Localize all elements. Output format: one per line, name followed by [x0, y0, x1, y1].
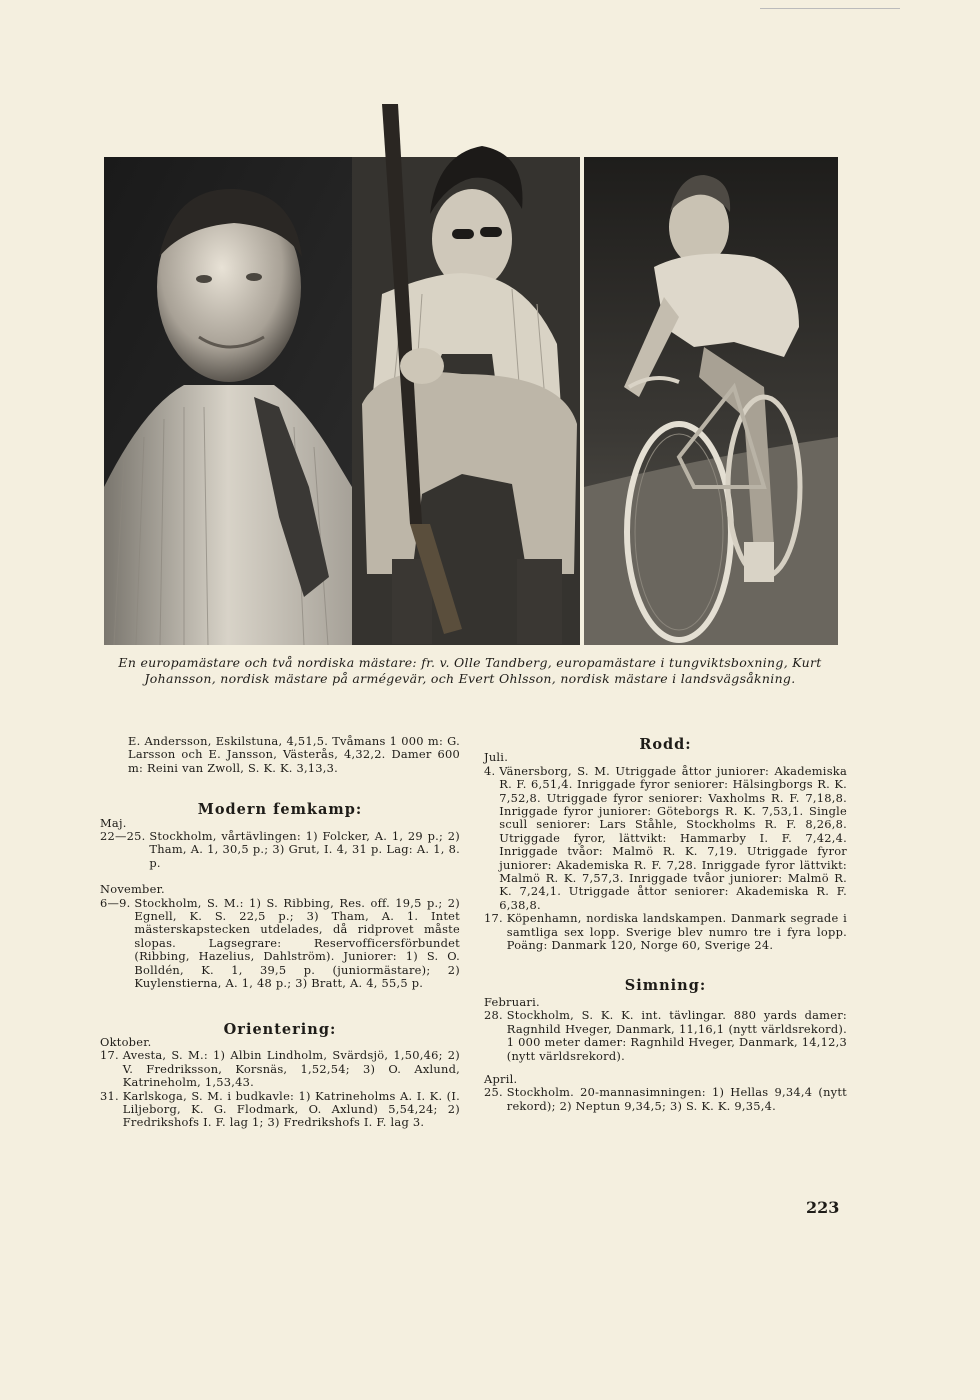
- swimming-heading: Simning:: [624, 976, 707, 994]
- photo-shooter-with-rifle: [352, 104, 580, 645]
- speed-skating-results: E. Andersson, Eskilstuna, 4,51,5. Tvåmans 1 000 m: G. Larsson och E. Jansson, Västerås, 4,32,2. Damer 600 m: Reini van Zwoll, S. K. K. 3,13,3.: [128, 734, 460, 775]
- entry-date: 28.: [484, 1008, 507, 1023]
- left-column: [100, 735, 460, 1130]
- month-label: Oktober.: [100, 1034, 152, 1049]
- entry-text: Vänersborg, S. M. Utriggade åttor juniorer: Akademiska R. F. 6,51,4. Inriggade fyror seniorer: Hälsingborgs R. K. 7,52,8. Utriggade fyror seniorer: Vaxholms R. F. 7,18,8. Inriggade fyror juniorer: Göteborgs R. K. 7,53,1. Single scull seniorer: Lars Ståhle, Stockholms R. F. 8,26,8. Utriggade fyror, lättvikt: Hammarby I. F. 7,42,4. Inriggade tvåor: Malmö R. K. 7,19. Utriggade fyror juniorer: Akademiska R. F. 7,28. Inriggade fyror lättvikt: Malmö R. K. 7,57,3. Inriggade tvåor juniorer: Malmö R. K. 7,24,1. Utriggade åttor seniorer: Akademiska R. F. 6,38,8.: [499, 763, 847, 912]
- entry-date: 17.: [484, 911, 507, 926]
- entry-text: Avesta, S. M.: 1) Albin Lindholm, Svärdsjö, 1,50,46; 2) V. Fredriksson, Korsnäs, 1,52,54; 3) O. Axlund, Katrineholm, 1,53,43.: [122, 1048, 460, 1090]
- entry-date: 17.: [100, 1048, 123, 1063]
- photo-caption: En europamästare och två nordiska mästare: fr. v. Olle Tandberg, europamästare i tungviktsboxning, Kurt Johansson, nordisk mästare på armégevär, och Evert Ohlsson, nordisk mästare i landsvägsåkning.: [118, 655, 822, 686]
- entry-text: Stockholm, S. M.: 1) S. Ribbing, Res. off. 19,5 p.; 2) Egnell, K. S. 22,5 p.; 3) Tham, A. 1. Intet mästerskapstecken utdelades, då ridprovet måste slopas. Lagsegrare: Reservofficersförbundet (Ribbing, Hazelius, Dahlström). Juniorer: 1) S. O. Bolldén, K. 1, 39,5 p. (juniormästare); 2) Kuylenstierna, A. 1, 48 p.; 3) Bratt, A. 4, 55,5 p.: [134, 895, 460, 991]
- photo-cyclist: [584, 157, 838, 645]
- page-number: 223: [806, 1198, 840, 1217]
- swimming-entry: [484, 1086, 847, 1113]
- pentathlon-entry: [100, 830, 460, 870]
- rowing-entry: [484, 765, 847, 912]
- swimming-entry: [484, 1009, 847, 1063]
- pentathlon-entry: [100, 897, 460, 991]
- month-label: November.: [100, 882, 165, 897]
- entry-text: Köpenhamn, nordiska landskampen. Danmark segrade i samtliga sex lopp. Sverige blev numro tre i fyra lopp. Poäng: Danmark 120, Norge 60, Sverige 24.: [506, 911, 847, 953]
- rowing-entry: [484, 912, 847, 952]
- month-label: April.: [484, 1071, 518, 1086]
- entry-date: 6—9.: [100, 895, 135, 910]
- orienteering-heading: Orientering:: [223, 1020, 337, 1038]
- right-column: [484, 735, 847, 1113]
- top-rule: [760, 8, 900, 9]
- entry-text: Stockholm, S. K. K. int. tävlingar. 880 yards damer: Ragnhild Hveger, Danmark, 11,16,1 (nytt världsrekord). 1 000 meter damer: Ragnhild Hveger, Danmark, 14,12,3 (nytt världsrekord).: [506, 1008, 847, 1063]
- entry-date: 31.: [100, 1088, 123, 1103]
- month-label: Februari.: [484, 994, 540, 1009]
- rowing-heading: Rodd:: [639, 736, 692, 753]
- orienteering-entry: [100, 1090, 460, 1130]
- photo-boxer-portrait: [104, 157, 352, 645]
- entry-date: 4.: [484, 763, 500, 778]
- entry-text: Stockholm, vårtävlingen: 1) Folcker, A. 1, 29 p.; 2) Tham, A. 1, 30,5 p.; 3) Grut, I. 4, 31 p. Lag: A. 1, 8. p.: [149, 829, 460, 870]
- entry-text: Stockholm. 20-mannasimningen: 1) Hellas 9,34,4 (nytt rekord); 2) Neptun 9,34,5; 3) S. K. K. 9,35,4.: [506, 1085, 847, 1113]
- modern-pentathlon-heading: Modern femkamp:: [197, 801, 363, 819]
- orienteering-entry: [100, 1049, 460, 1089]
- entry-date: 25.: [484, 1085, 507, 1100]
- month-label: Maj.: [100, 815, 127, 830]
- entry-text: Karlskoga, S. M. i budkavle: 1) Katrineholms A. I. K. (I. Liljeborg, K. G. Flodmark, O. Axlund) 5,54,24; 2) Fredrikshofs I. F. lag 1; 3) Fredrikshofs I. F. lag 3.: [122, 1088, 460, 1130]
- month-label: Juli.: [484, 750, 509, 765]
- entry-date: 22—25.: [100, 829, 150, 844]
